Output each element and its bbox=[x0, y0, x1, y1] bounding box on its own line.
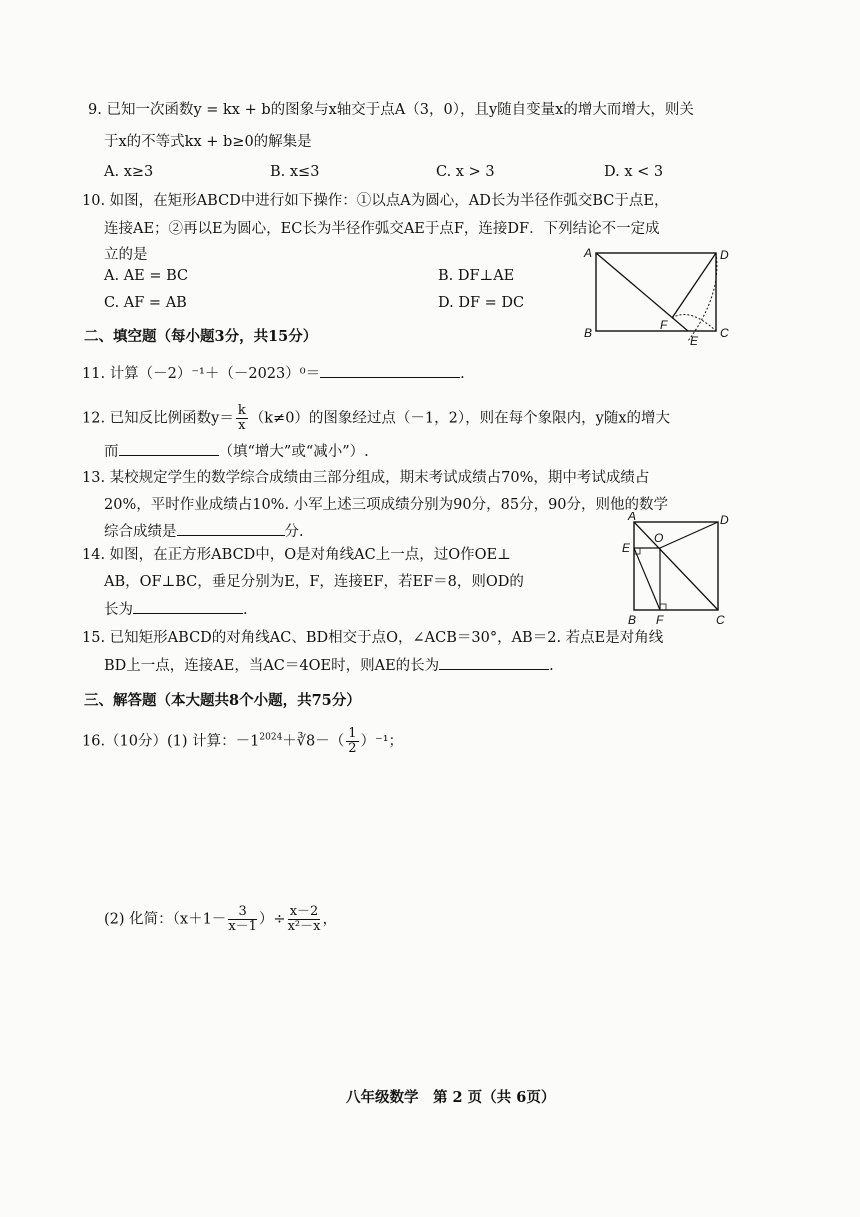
q13-line3a: 综合成绩是 bbox=[104, 524, 177, 540]
q12-answer-blank[interactable] bbox=[119, 441, 219, 456]
q16-half-fraction bbox=[346, 727, 358, 756]
q15-line2a: BD上一点，连接AE，当AC＝4OE时，则AE的长为 bbox=[104, 658, 440, 674]
q12-frac-num: k bbox=[237, 403, 246, 418]
q15-answer-blank[interactable] bbox=[439, 655, 549, 670]
q11 bbox=[82, 363, 465, 384]
q10-label-f: F bbox=[660, 318, 668, 332]
q13-line3b: 分. bbox=[284, 524, 304, 540]
section-3-heading: 三、解答题（本大题共8个小题，共75分） bbox=[84, 692, 361, 709]
q16-f2-num: x－2 bbox=[288, 905, 321, 920]
q10-line3: 立的是 bbox=[104, 247, 148, 263]
q10-label-b: B bbox=[584, 326, 593, 340]
q16-exponent: 2024 bbox=[259, 732, 283, 743]
q16-half-num: 1 bbox=[348, 726, 357, 741]
q10-option-b: B. DF⊥AE bbox=[438, 268, 515, 284]
q16-part1c: ）⁻¹； bbox=[360, 733, 404, 750]
q10-label-c: C bbox=[720, 326, 729, 340]
q16-part2b: ）÷ bbox=[258, 911, 286, 928]
q13-line2: 20%，平时作业成绩占10%. 小军上述三项成绩分别为90分，85分，90分，则他的数学 bbox=[104, 497, 669, 513]
q16-part1b: ＋∛8－（ bbox=[282, 733, 345, 750]
q14-line1: 14. 如图，在正方形ABCD中，O是对角线AC上一点，过O作OE⊥ bbox=[82, 547, 511, 563]
q12-line2b: （填“增大”或“减小”）. bbox=[218, 444, 369, 460]
q14-label-d: D bbox=[720, 513, 729, 527]
q11-end: . bbox=[460, 366, 465, 382]
q13-line3 bbox=[104, 521, 304, 542]
q14-label-c: C bbox=[716, 613, 725, 627]
q12-frac-den: x bbox=[238, 418, 246, 433]
q14-label-o: O bbox=[654, 531, 664, 545]
q10-rectangle-figure bbox=[580, 245, 740, 350]
q12-fraction bbox=[236, 404, 248, 433]
q16-part1a: 16.（10分）(1) 计算：－1 bbox=[82, 733, 260, 750]
q14-line3 bbox=[104, 599, 248, 620]
section-2-heading: 二、填空题（每小题3分，共15分） bbox=[84, 328, 318, 345]
q16-f1-num: 3 bbox=[228, 905, 257, 920]
q16-part1 bbox=[82, 727, 403, 756]
q12-line1b: （k≠0）的图象经过点（－1，2），则在每个象限内，y随x的增大 bbox=[249, 410, 670, 427]
q14-label-e: E bbox=[622, 541, 631, 555]
q14-label-a: A bbox=[628, 512, 637, 523]
q16-fraction-2 bbox=[288, 905, 321, 934]
q16-part2a: (2) 化简：（x＋1－ bbox=[104, 911, 227, 928]
q11-answer-blank[interactable] bbox=[320, 363, 460, 378]
q10-line2: 连接AE；②再以E为圆心，EC长为半径作弧交AE于点F，连接DF．下列结论不一定成 bbox=[104, 221, 660, 237]
q16-f2-den: x²－x bbox=[287, 919, 321, 934]
q14-line2: AB，OF⊥BC，垂足分别为E，F，连接EF，若EF＝8，则OD的 bbox=[104, 574, 524, 590]
q16-part2c: ， bbox=[322, 911, 337, 928]
q12-line2 bbox=[104, 441, 369, 462]
q14-label-f: F bbox=[656, 613, 664, 627]
q10-option-a: A. AE = BC bbox=[104, 268, 189, 284]
q10-line1: 10. 如图，在矩形ABCD中进行如下操作：①以点A为圆心，AD长为半径作弧交BC于点E， bbox=[82, 193, 669, 209]
q12-line1a: 12. 已知反比例函数y＝ bbox=[82, 410, 234, 427]
q9-option-c: C. x > 3 bbox=[436, 164, 495, 180]
q16-f1-den: x－1 bbox=[228, 919, 257, 934]
q9-option-a: A. x≥3 bbox=[104, 164, 154, 180]
q15-line2b: . bbox=[549, 658, 554, 674]
q12-line2a: 而 bbox=[104, 444, 119, 460]
q14-answer-blank[interactable] bbox=[133, 599, 243, 614]
q9-option-d: D. x < 3 bbox=[604, 164, 664, 180]
q16-fraction-1 bbox=[228, 905, 257, 934]
q16-part2 bbox=[104, 905, 337, 934]
q10-option-c: C. AF = AB bbox=[104, 295, 187, 311]
q14-line3a: 长为 bbox=[104, 602, 133, 618]
q10-label-a: A bbox=[584, 246, 593, 260]
q13-line1: 13. 某校规定学生的数学综合成绩由三部分组成，期末考试成绩占70%，期中考试成绩占 bbox=[82, 470, 650, 486]
q9-line1: 9. 已知一次函数y = kx + b的图象与x轴交于点A（3，0），且y随自变量x的增大而增大，则关 bbox=[88, 102, 694, 118]
q15-line1: 15. 已知矩形ABCD的对角线AC、BD相交于点O，∠ACB＝30°，AB＝2. 若点E是对角线 bbox=[82, 630, 664, 646]
q10-option-d: D. DF = DC bbox=[438, 295, 525, 311]
q13-answer-blank[interactable] bbox=[177, 521, 285, 536]
q16-half-den: 2 bbox=[348, 741, 357, 756]
q15-line2 bbox=[104, 655, 554, 676]
q14-square-figure bbox=[620, 512, 735, 627]
q10-label-d: D bbox=[720, 248, 729, 262]
q12-line1 bbox=[82, 404, 670, 433]
q9-option-b: B. x≤3 bbox=[270, 164, 320, 180]
q9-line2: 于x的不等式kx + b≥0的解集是 bbox=[104, 134, 312, 150]
q10-label-e: E bbox=[690, 334, 699, 348]
q14-label-b: B bbox=[628, 613, 637, 627]
page-footer: 八年级数学 第 2 页（共 6页） bbox=[346, 1089, 556, 1106]
q14-line3b: . bbox=[243, 602, 248, 618]
q11-text: 11. 计算（－2）⁻¹＋（－2023）⁰＝ bbox=[82, 366, 321, 382]
